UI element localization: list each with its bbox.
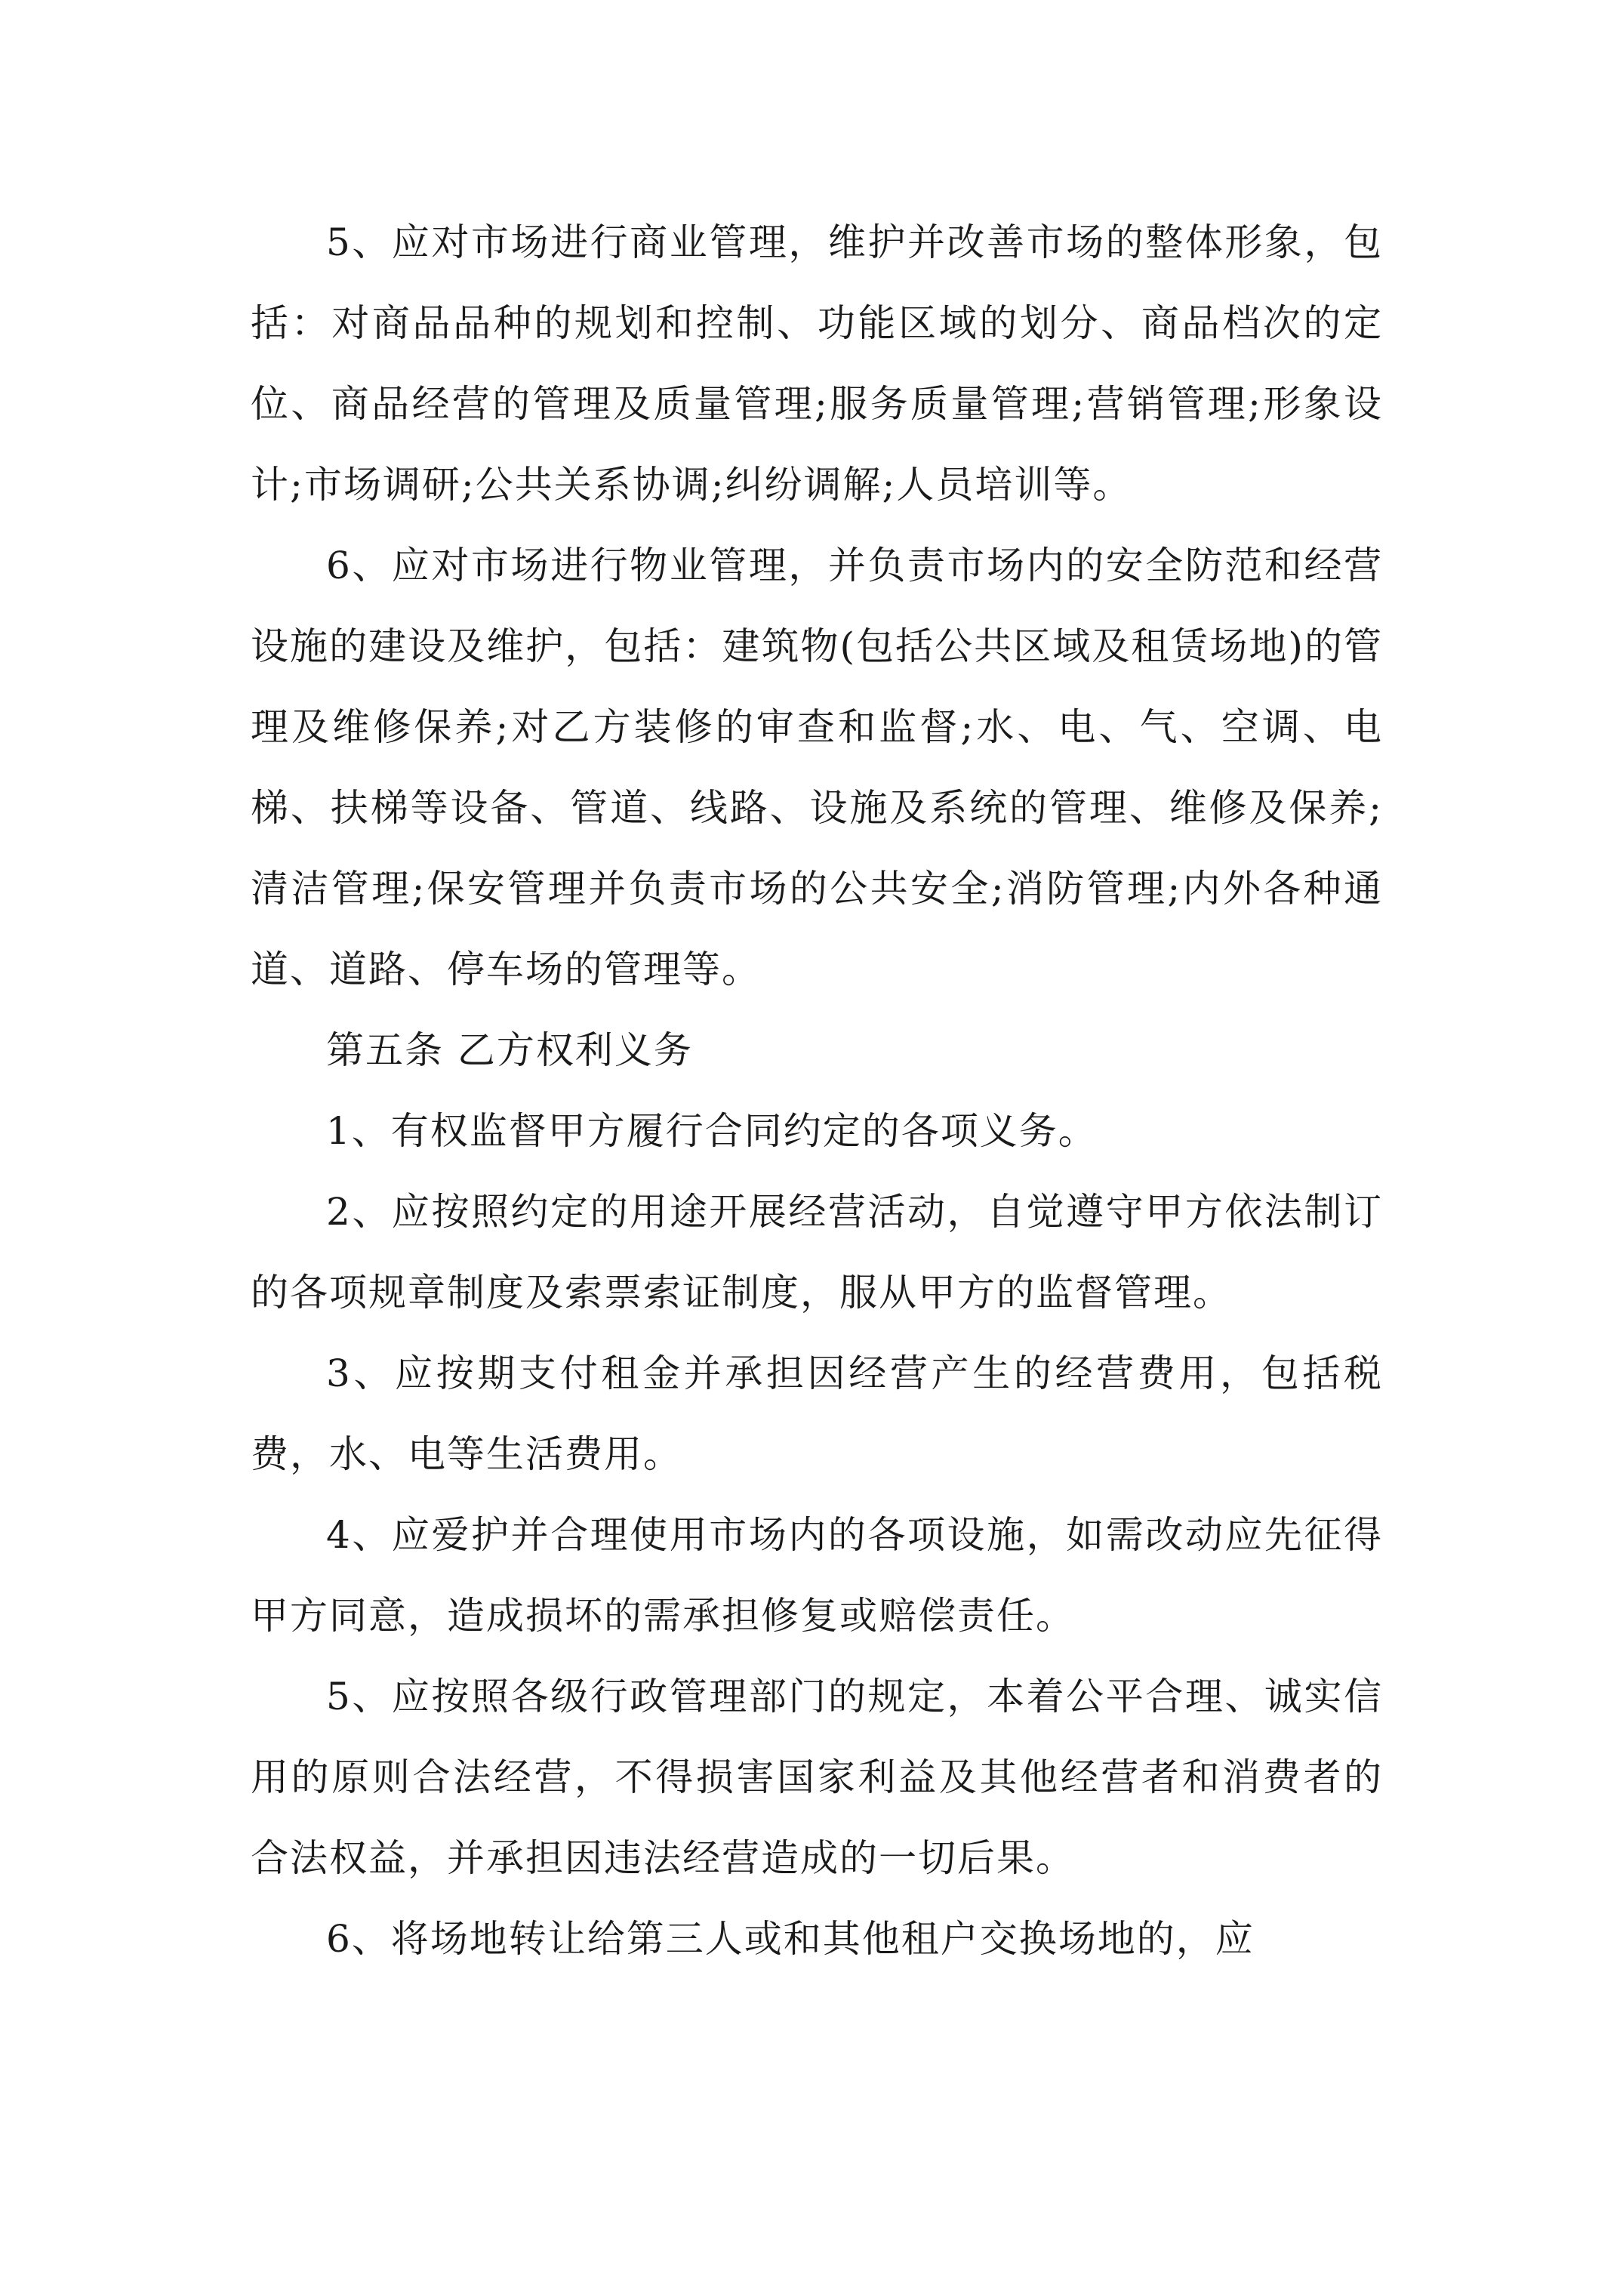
paragraph-rent-payment: 3、应按期支付租金并承担因经营产生的经营费用，包括税费，水、电等生活费用。 <box>251 1351 1383 1476</box>
paragraph-lawful-operation: 2、应按照约定的用途开展经营活动，自觉遵守甲方依法制订的各项规章制度及索票索证制度，服从甲方的监督管理。 <box>251 1190 1383 1314</box>
paragraph-fair-dealing: 5、应按照各级行政管理部门的规定，本着公平合理、诚实信用的原则合法经营，不得损害国家利益及其他经营者和消费者的合法权益，并承担因违法经营造成的一切后果。 <box>251 1675 1383 1880</box>
paragraph-commercial-management: 5、应对市场进行商业管理，维护并改善市场的整体形象，包括：对商品品种的规划和控制、功能区域的划分、商品档次的定位、商品经营的管理及质量管理;服务质量管理;营销管理;形象设计;市场调研;公共关系协调;纠纷调解;人员培训等。 <box>251 220 1383 507</box>
paragraph-transfer-of-premises: 6、将场地转让给第三人或和其他租户交换场地的，应 <box>326 1917 1255 1961</box>
section-heading-article-5: 第五条 乙方权利义务 <box>326 1028 693 1072</box>
paragraph-facility-care: 4、应爱护并合理使用市场内的各项设施，如需改动应先征得甲方同意，造成损坏的需承担修复或赔偿责任。 <box>251 1513 1383 1638</box>
paragraph-right-to-supervise: 1、有权监督甲方履行合同约定的各项义务。 <box>326 1109 1098 1153</box>
paragraph-property-management: 6、应对市场进行物业管理，并负责市场内的安全防范和经营设施的建设及维护，包括：建筑物(包括公共区域及租赁场地)的管理及维修保养;对乙方装修的审查和监督;水、电、气、空调、电梯、扶梯等设备、管道、线路、设施及系统的管理、维修及保养;清洁管理;保安管理并负责市场的公共安全;消防管理;内外各种通道、道路、停车场的管理等。 <box>251 544 1383 991</box>
document-body <box>251 202 1383 1980</box>
